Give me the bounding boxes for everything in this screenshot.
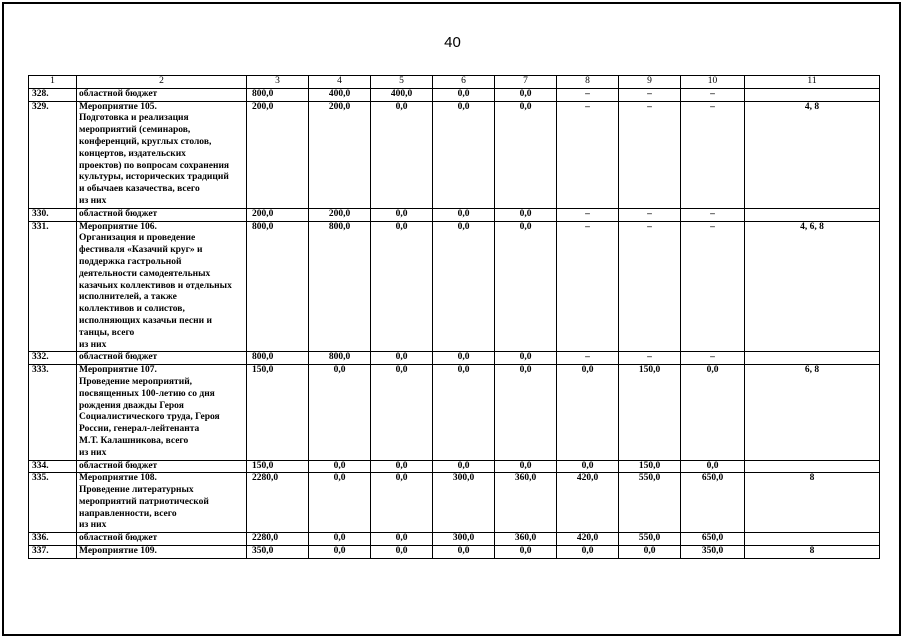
value-cell-c4: 400,0 bbox=[309, 88, 371, 101]
value-cell-c3: 350,0 bbox=[247, 546, 309, 559]
value-cell-c6: 0,0 bbox=[433, 88, 495, 101]
row-description bbox=[77, 533, 247, 546]
description-line: коллективов и солистов, bbox=[79, 304, 185, 315]
description-line: из них bbox=[79, 339, 107, 350]
value-cell-c4: 0,0 bbox=[309, 546, 371, 559]
value-cell-c5: 0,0 bbox=[371, 221, 433, 352]
description-line: исполнителей, а также bbox=[79, 292, 177, 303]
value-cell-c10: 650,0 bbox=[681, 533, 745, 546]
description-line: Мероприятие 106. bbox=[79, 221, 157, 232]
value-cell-c9: – bbox=[619, 352, 681, 365]
value-cell-c11 bbox=[745, 208, 880, 221]
value-cell-c3: 150,0 bbox=[247, 365, 309, 460]
value-cell-c10: – bbox=[681, 352, 745, 365]
description-line: Социалистического труда, Героя bbox=[79, 412, 220, 423]
description-line: концертов, издательских bbox=[79, 148, 186, 159]
row-number: 333. bbox=[29, 365, 77, 460]
row-number: 335. bbox=[29, 473, 77, 533]
value-cell-c4: 800,0 bbox=[309, 221, 371, 352]
value-cell-c8: 0,0 bbox=[557, 365, 619, 460]
value-cell-c4: 0,0 bbox=[309, 365, 371, 460]
row-number: 336. bbox=[29, 533, 77, 546]
row-description bbox=[77, 221, 247, 352]
value-cell-c4: 800,0 bbox=[309, 352, 371, 365]
column-header: 7 bbox=[495, 76, 557, 89]
value-cell-c4: 200,0 bbox=[309, 101, 371, 208]
row-number: 330. bbox=[29, 208, 77, 221]
value-cell-c9: 550,0 bbox=[619, 533, 681, 546]
table-row bbox=[29, 365, 880, 460]
description-line: Проведение мероприятий, bbox=[79, 376, 193, 387]
description-line: из них bbox=[79, 520, 107, 531]
value-cell-c3: 800,0 bbox=[247, 221, 309, 352]
value-cell-c3: 2280,0 bbox=[247, 533, 309, 546]
value-cell-c5: 0,0 bbox=[371, 460, 433, 473]
value-cell-c8: – bbox=[557, 101, 619, 208]
value-cell-c8: – bbox=[557, 352, 619, 365]
value-cell-c10: – bbox=[681, 101, 745, 208]
page-number: 40 bbox=[444, 34, 461, 51]
value-cell-c9: 550,0 bbox=[619, 473, 681, 533]
row-description bbox=[77, 88, 247, 101]
value-cell-c6: 0,0 bbox=[433, 352, 495, 365]
value-cell-c11 bbox=[745, 460, 880, 473]
value-cell-c9: – bbox=[619, 208, 681, 221]
value-cell-c11: 8 bbox=[745, 473, 880, 533]
row-description bbox=[77, 546, 247, 559]
description-line: Мероприятие 108. bbox=[79, 473, 157, 484]
value-cell-c11 bbox=[745, 352, 880, 365]
value-cell-c10: 0,0 bbox=[681, 460, 745, 473]
budget-table bbox=[28, 75, 880, 559]
description-line: областной бюджет bbox=[79, 533, 158, 544]
value-cell-c5: 0,0 bbox=[371, 473, 433, 533]
value-cell-c10: – bbox=[681, 88, 745, 101]
value-cell-c5: 0,0 bbox=[371, 365, 433, 460]
table-row bbox=[29, 221, 880, 352]
description-line: областной бюджет bbox=[79, 352, 158, 363]
description-line: областной бюджет bbox=[79, 88, 158, 99]
column-header-row bbox=[29, 76, 880, 89]
value-cell-c6: 0,0 bbox=[433, 101, 495, 208]
value-cell-c9: 150,0 bbox=[619, 365, 681, 460]
value-cell-c8: 420,0 bbox=[557, 533, 619, 546]
value-cell-c6: 0,0 bbox=[433, 221, 495, 352]
value-cell-c7: 0,0 bbox=[495, 208, 557, 221]
description-line: направленности, всего bbox=[79, 508, 177, 519]
table-row bbox=[29, 208, 880, 221]
value-cell-c5: 0,0 bbox=[371, 533, 433, 546]
row-description bbox=[77, 352, 247, 365]
row-description bbox=[77, 460, 247, 473]
value-cell-c10: 650,0 bbox=[681, 473, 745, 533]
description-line: Мероприятие 107. bbox=[79, 365, 157, 376]
table-row bbox=[29, 101, 880, 208]
description-line: исполняющих казачьи песни и bbox=[79, 315, 212, 326]
value-cell-c4: 0,0 bbox=[309, 473, 371, 533]
column-header: 6 bbox=[433, 76, 495, 89]
description-line: Проведение литературных bbox=[79, 485, 194, 496]
column-header: 10 bbox=[681, 76, 745, 89]
description-line: казачьих коллективов и отдельных bbox=[79, 280, 232, 291]
description-line: областной бюджет bbox=[79, 208, 158, 219]
description-line: Организация и проведение bbox=[79, 233, 196, 244]
value-cell-c8: – bbox=[557, 88, 619, 101]
value-cell-c7: 0,0 bbox=[495, 460, 557, 473]
description-line: мероприятий (семинаров, bbox=[79, 125, 191, 136]
description-line: М.Т. Калашникова, всего bbox=[79, 435, 189, 446]
value-cell-c7: 360,0 bbox=[495, 533, 557, 546]
value-cell-c5: 0,0 bbox=[371, 101, 433, 208]
row-number: 331. bbox=[29, 221, 77, 352]
description-line: деятельности самодеятельных bbox=[79, 268, 211, 279]
value-cell-c10: 350,0 bbox=[681, 546, 745, 559]
column-header: 4 bbox=[309, 76, 371, 89]
value-cell-c10: – bbox=[681, 208, 745, 221]
column-header: 1 bbox=[29, 76, 77, 89]
description-line: конференций, круглых столов, bbox=[79, 136, 212, 147]
value-cell-c5: 0,0 bbox=[371, 546, 433, 559]
row-description bbox=[77, 473, 247, 533]
value-cell-c6: 0,0 bbox=[433, 460, 495, 473]
value-cell-c4: 0,0 bbox=[309, 533, 371, 546]
column-header: 2 bbox=[77, 76, 247, 89]
row-number: 329. bbox=[29, 101, 77, 208]
table-row bbox=[29, 546, 880, 559]
value-cell-c8: 420,0 bbox=[557, 473, 619, 533]
value-cell-c8: 0,0 bbox=[557, 460, 619, 473]
value-cell-c7: 0,0 bbox=[495, 221, 557, 352]
description-line: Подготовка и реализация bbox=[79, 113, 189, 124]
description-line: из них bbox=[79, 447, 107, 458]
value-cell-c11 bbox=[745, 88, 880, 101]
column-header: 8 bbox=[557, 76, 619, 89]
table-row bbox=[29, 88, 880, 101]
table-row bbox=[29, 352, 880, 365]
value-cell-c3: 200,0 bbox=[247, 101, 309, 208]
value-cell-c10: 0,0 bbox=[681, 365, 745, 460]
value-cell-c6: 0,0 bbox=[433, 546, 495, 559]
value-cell-c7: 0,0 bbox=[495, 88, 557, 101]
row-description bbox=[77, 101, 247, 208]
description-line: проектов) по вопросам сохранения bbox=[79, 160, 230, 171]
value-cell-c3: 150,0 bbox=[247, 460, 309, 473]
row-number: 334. bbox=[29, 460, 77, 473]
description-line: танцы, всего bbox=[79, 327, 135, 338]
value-cell-c6: 0,0 bbox=[433, 365, 495, 460]
description-line: поддержка гастрольной bbox=[79, 256, 182, 267]
value-cell-c5: 0,0 bbox=[371, 352, 433, 365]
value-cell-c7: 0,0 bbox=[495, 365, 557, 460]
value-cell-c11 bbox=[745, 533, 880, 546]
value-cell-c4: 0,0 bbox=[309, 460, 371, 473]
value-cell-c6: 300,0 bbox=[433, 473, 495, 533]
row-number: 337. bbox=[29, 546, 77, 559]
description-line: Мероприятие 105. bbox=[79, 101, 157, 112]
value-cell-c9: – bbox=[619, 88, 681, 101]
row-number: 332. bbox=[29, 352, 77, 365]
description-line: и обычаев казачества, всего bbox=[79, 184, 200, 195]
value-cell-c3: 200,0 bbox=[247, 208, 309, 221]
table-row bbox=[29, 533, 880, 546]
value-cell-c8: – bbox=[557, 208, 619, 221]
description-line: мероприятий патриотической bbox=[79, 496, 209, 507]
description-line: культуры, исторических традиций bbox=[79, 172, 229, 183]
value-cell-c5: 400,0 bbox=[371, 88, 433, 101]
column-header: 11 bbox=[745, 76, 880, 89]
value-cell-c9: – bbox=[619, 101, 681, 208]
description-line: России, генерал-лейтенанта bbox=[79, 424, 200, 435]
value-cell-c11: 4, 6, 8 bbox=[745, 221, 880, 352]
value-cell-c3: 800,0 bbox=[247, 352, 309, 365]
description-line: фестиваля «Казачий круг» и bbox=[79, 245, 203, 256]
description-line: посвященных 100-летию со дня bbox=[79, 388, 215, 399]
value-cell-c10: – bbox=[681, 221, 745, 352]
value-cell-c6: 300,0 bbox=[433, 533, 495, 546]
value-cell-c7: 0,0 bbox=[495, 101, 557, 208]
value-cell-c8: – bbox=[557, 221, 619, 352]
description-line: областной бюджет bbox=[79, 460, 158, 471]
description-line: из них bbox=[79, 195, 107, 206]
column-header: 9 bbox=[619, 76, 681, 89]
value-cell-c7: 0,0 bbox=[495, 352, 557, 365]
table-row bbox=[29, 460, 880, 473]
row-description bbox=[77, 365, 247, 460]
row-number: 328. bbox=[29, 88, 77, 101]
value-cell-c7: 360,0 bbox=[495, 473, 557, 533]
column-header: 5 bbox=[371, 76, 433, 89]
description-line: Мероприятие 109. bbox=[79, 546, 157, 557]
value-cell-c11: 4, 8 bbox=[745, 101, 880, 208]
value-cell-c9: – bbox=[619, 221, 681, 352]
value-cell-c7: 0,0 bbox=[495, 546, 557, 559]
description-line: рождения дважды Героя bbox=[79, 400, 184, 411]
value-cell-c9: 150,0 bbox=[619, 460, 681, 473]
value-cell-c4: 200,0 bbox=[309, 208, 371, 221]
row-description bbox=[77, 208, 247, 221]
value-cell-c3: 800,0 bbox=[247, 88, 309, 101]
value-cell-c11: 6, 8 bbox=[745, 365, 880, 460]
value-cell-c5: 0,0 bbox=[371, 208, 433, 221]
column-header: 3 bbox=[247, 76, 309, 89]
table-row bbox=[29, 473, 880, 533]
value-cell-c8: 0,0 bbox=[557, 546, 619, 559]
value-cell-c6: 0,0 bbox=[433, 208, 495, 221]
value-cell-c3: 2280,0 bbox=[247, 473, 309, 533]
value-cell-c9: 0,0 bbox=[619, 546, 681, 559]
value-cell-c11: 8 bbox=[745, 546, 880, 559]
